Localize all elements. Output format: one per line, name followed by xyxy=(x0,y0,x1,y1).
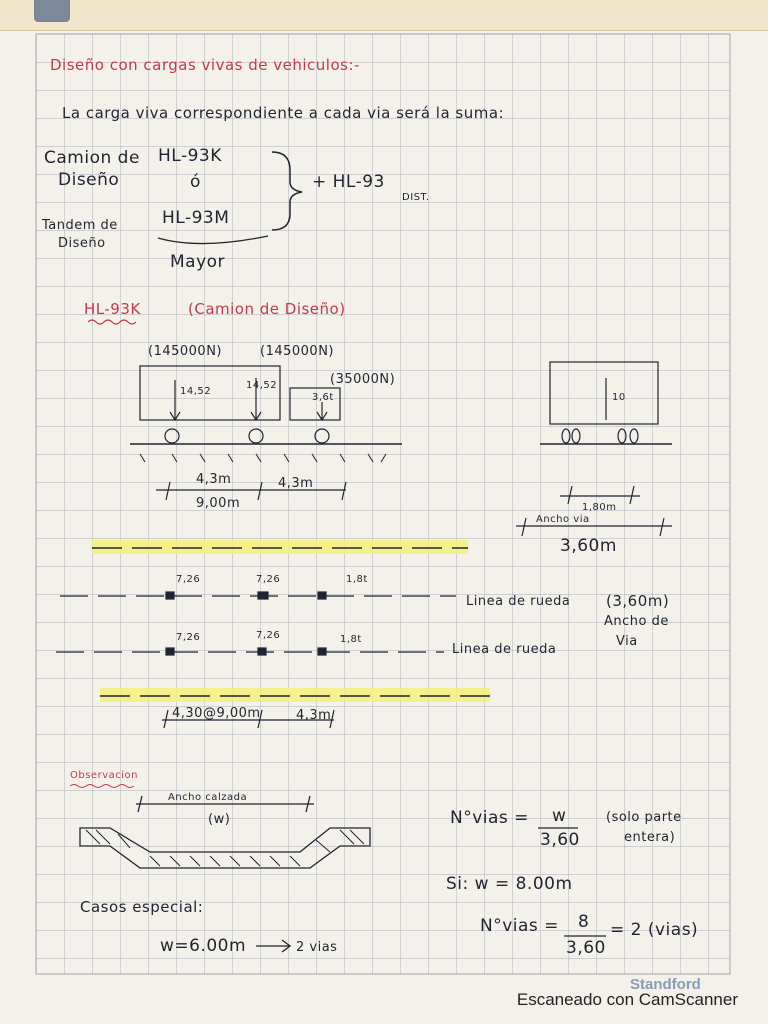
side-track: 1,80m xyxy=(582,502,617,513)
side-load: 10 xyxy=(612,392,626,403)
hl93k-title: HL-93K xyxy=(84,300,141,318)
highlight-band-2 xyxy=(100,688,490,702)
intro-text: La carga viva correspondiente a cada via será la suma: xyxy=(62,104,505,122)
line2-value-1: 7,26 xyxy=(176,632,201,643)
nvias2-result: = 2 (vias) xyxy=(610,920,699,940)
side-note-value: (3,60m) xyxy=(606,592,670,610)
side-note-1: Ancho de xyxy=(604,614,669,629)
line1-value-2: 7,26 xyxy=(256,574,281,585)
calzada-label: Ancho calzada xyxy=(168,792,248,803)
line1-label: Linea de rueda xyxy=(466,594,571,609)
line2-value-2: 7,26 xyxy=(256,630,281,641)
nvias2-den: 3,60 xyxy=(566,938,606,958)
nvias-note-2: entera) xyxy=(624,830,676,845)
or-label: ó xyxy=(190,172,201,192)
nvias-note-1: (solo parte xyxy=(606,810,682,825)
especial-label: Casos especial: xyxy=(80,898,204,916)
especial-result: 2 vias xyxy=(296,940,338,955)
spacing-1: 4,3m xyxy=(196,472,232,487)
especial-eq: w=6.00m xyxy=(160,936,247,956)
nvias2-label: N°vias = xyxy=(480,916,559,936)
axle-label-1: 14,52 xyxy=(180,386,212,397)
side-width-label: Ancho via xyxy=(536,514,590,525)
spacing-2: 4,3m xyxy=(278,476,314,491)
hl93k-label: HL-93K xyxy=(158,146,222,166)
si-text: Si: w = 8.00m xyxy=(446,874,573,894)
nvias-den: 3,60 xyxy=(540,830,580,850)
load-2: (145000N) xyxy=(260,344,334,359)
axle-label-3: 3,6t xyxy=(312,392,334,403)
nvias-num: w xyxy=(552,806,567,826)
load-3: (35000N) xyxy=(330,372,396,387)
observacion-label: Observacion xyxy=(70,770,138,781)
line2-label: Linea de rueda xyxy=(452,642,557,657)
bottom-spacing-2: 4,3m xyxy=(296,708,332,723)
calzada-w: (w) xyxy=(208,812,231,827)
line1-value-3: 1,8t xyxy=(346,574,368,585)
camion-title: (Camion de Diseño) xyxy=(188,300,346,318)
dist-label: DIST. xyxy=(402,192,430,203)
side-note-2: Via xyxy=(616,634,638,649)
line2-value-3: 1,8t xyxy=(340,634,362,645)
tandem-label-1: Tandem de xyxy=(42,218,118,233)
truck-label-2: Diseño xyxy=(58,170,120,190)
bottom-spacing-1: 4,30@9,00m xyxy=(172,706,261,721)
truck-label-1: Camion de xyxy=(44,148,140,168)
nvias2-num: 8 xyxy=(578,912,590,932)
scanner-footer: Escaneado con CamScanner xyxy=(516,990,738,1009)
load-1: (145000N) xyxy=(148,344,222,359)
line1-value-1: 7,26 xyxy=(176,574,201,585)
hl93m-label: HL-93M xyxy=(162,208,230,228)
spacing-range: 9,00m xyxy=(196,496,241,511)
page-heading: Diseño con cargas vivas de vehiculos:- xyxy=(50,56,360,74)
highlight-band-1 xyxy=(92,540,468,554)
plus-hl93-label: + HL-93 xyxy=(312,172,385,192)
axle-label-2: 14,52 xyxy=(246,380,278,391)
mayor-label: Mayor xyxy=(170,252,226,272)
tandem-label-2: Diseño xyxy=(58,236,106,251)
nvias-label: N°vias = xyxy=(450,808,529,828)
side-width-value: 3,60m xyxy=(560,536,617,556)
standford-brand: Standford xyxy=(630,976,701,993)
